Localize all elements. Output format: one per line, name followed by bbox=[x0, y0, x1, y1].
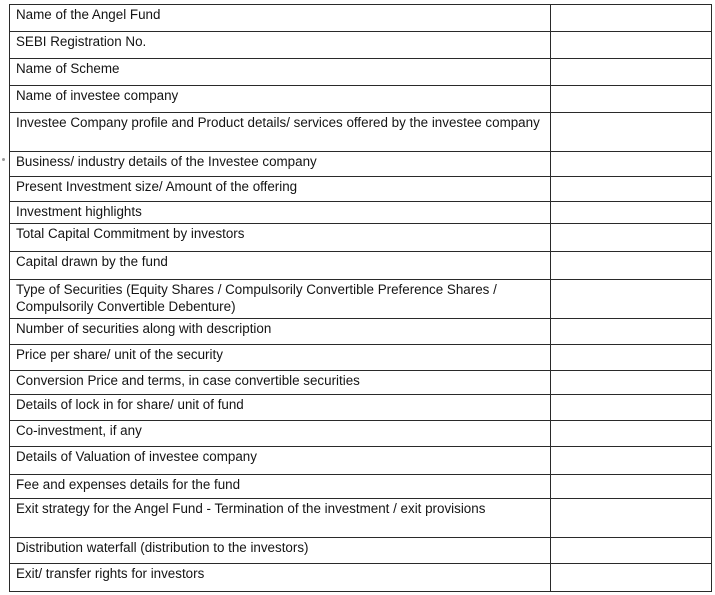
table-row bbox=[10, 475, 712, 499]
row-label: Name of investee company bbox=[10, 86, 551, 113]
row-value-cell[interactable] bbox=[551, 447, 712, 475]
row-label: Price per share/ unit of the security bbox=[10, 345, 551, 371]
row-label: Number of securities along with description bbox=[10, 319, 551, 345]
row-value-cell[interactable] bbox=[551, 475, 712, 499]
table-row bbox=[10, 32, 712, 59]
row-label: Investee Company profile and Product details/ services offered by the investee company bbox=[10, 113, 551, 152]
row-value-cell[interactable] bbox=[551, 499, 712, 538]
table-row bbox=[10, 5, 712, 32]
row-label: SEBI Registration No. bbox=[10, 32, 551, 59]
row-label: Business/ industry details of the Investee company bbox=[10, 152, 551, 177]
row-label: Name of the Angel Fund bbox=[10, 5, 551, 32]
table-row bbox=[10, 371, 712, 395]
row-label: Investment highlights bbox=[10, 202, 551, 224]
row-value-cell[interactable] bbox=[551, 538, 712, 564]
row-label: Conversion Price and terms, in case convertible securities bbox=[10, 371, 551, 395]
table-row bbox=[10, 113, 712, 152]
table-row bbox=[10, 280, 712, 319]
row-value-cell[interactable] bbox=[551, 113, 712, 152]
row-label: Co-investment, if any bbox=[10, 421, 551, 447]
row-label: Name of Scheme bbox=[10, 59, 551, 86]
table-row bbox=[10, 86, 712, 113]
row-value-cell[interactable] bbox=[551, 319, 712, 345]
row-label: Exit/ transfer rights for investors bbox=[10, 564, 551, 592]
row-label: Exit strategy for the Angel Fund - Termination of the investment / exit provisions bbox=[10, 499, 551, 538]
row-value-cell[interactable] bbox=[551, 345, 712, 371]
row-value-cell[interactable] bbox=[551, 202, 712, 224]
table-row bbox=[10, 59, 712, 86]
row-label: Distribution waterfall (distribution to the investors) bbox=[10, 538, 551, 564]
row-label: Capital drawn by the fund bbox=[10, 252, 551, 280]
row-value-cell[interactable] bbox=[551, 395, 712, 421]
table-row bbox=[10, 421, 712, 447]
row-value-cell[interactable] bbox=[551, 177, 712, 202]
row-label: Details of Valuation of investee company bbox=[10, 447, 551, 475]
scan-speck bbox=[2, 158, 5, 161]
row-value-cell[interactable] bbox=[551, 152, 712, 177]
table-row bbox=[10, 447, 712, 475]
row-value-cell[interactable] bbox=[551, 371, 712, 395]
table-row bbox=[10, 564, 712, 592]
row-value-cell[interactable] bbox=[551, 421, 712, 447]
angel-fund-disclosure-table bbox=[9, 4, 712, 592]
table-row bbox=[10, 252, 712, 280]
table-row bbox=[10, 345, 712, 371]
row-value-cell[interactable] bbox=[551, 59, 712, 86]
row-value-cell[interactable] bbox=[551, 564, 712, 592]
row-label: Present Investment size/ Amount of the offering bbox=[10, 177, 551, 202]
table-row bbox=[10, 538, 712, 564]
table-row bbox=[10, 224, 712, 252]
row-value-cell[interactable] bbox=[551, 86, 712, 113]
table-row bbox=[10, 499, 712, 538]
table-row bbox=[10, 152, 712, 177]
row-value-cell[interactable] bbox=[551, 252, 712, 280]
row-label: Fee and expenses details for the fund bbox=[10, 475, 551, 499]
row-label: Type of Securities (Equity Shares / Compulsorily Convertible Preference Shares / Compulsorily Convertible Debenture) bbox=[10, 280, 551, 319]
table-row bbox=[10, 177, 712, 202]
row-value-cell[interactable] bbox=[551, 32, 712, 59]
row-value-cell[interactable] bbox=[551, 280, 712, 319]
row-value-cell[interactable] bbox=[551, 224, 712, 252]
row-label: Total Capital Commitment by investors bbox=[10, 224, 551, 252]
row-value-cell[interactable] bbox=[551, 5, 712, 32]
table-row bbox=[10, 319, 712, 345]
table-row bbox=[10, 395, 712, 421]
table-row bbox=[10, 202, 712, 224]
row-label: Details of lock in for share/ unit of fund bbox=[10, 395, 551, 421]
